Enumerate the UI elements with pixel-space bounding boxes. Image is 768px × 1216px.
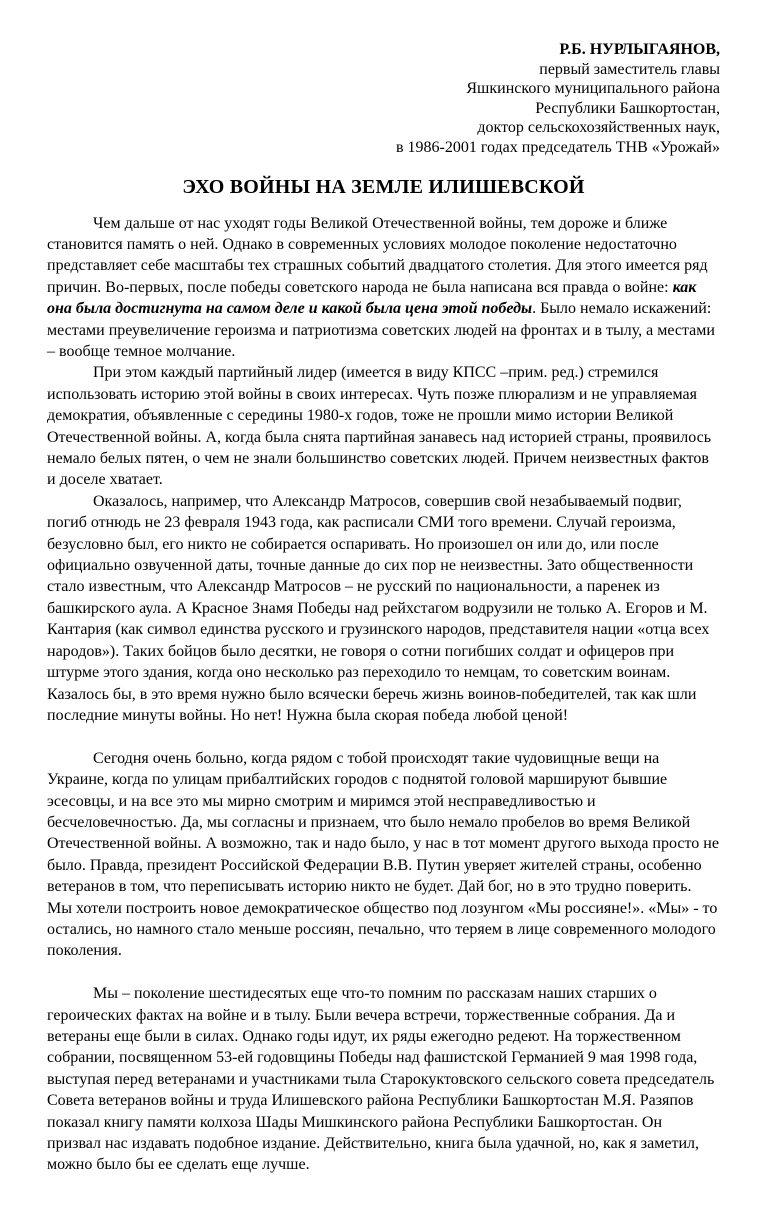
emphasized-text: как она была достигнута на самом деле и какой была цена этой победы <box>47 278 697 318</box>
document-header <box>47 40 720 158</box>
body-text: Мы – поколение шестидесятых еще что-то помним по рассказам наших старших о героических фактах на войне и в тылу. Были вечера встречи, торжественные собрания. Да и ветераны еще были в силах. Однако годы идут, их ряды ежегодно редеют. На торжественном собрании, посвященном 53-ей годовщины Победы над фашистской Германией 9 мая 1998 года, выступая перед ветеранами и участниками тыла Старокуктовского сельского совета председатель Совета ветеранов войны и труда Илишевского района Республики Башкортостан М.Я. Разяпов показал книгу памяти колхоза Шады Мишкинского района Республики Башкортостан. Он призвал нас издавать подобное издание. Действительно, книга была удачной, но, как я заметил, можно было бы ее сделать еще лучше. <box>47 985 715 1174</box>
body-text: Чем дальше от нас уходят годы Великой Отечественной войны, тем дороже и ближе становится память о ней. Однако в современных условиях молодое поколение недостаточно представляет себе масштабы тех страшных событий двадцатого столетия. Для этого имеется ряд причин. Во-первых, после победы советского народа не была написана вся правда о войне: <box>47 214 708 296</box>
paragraph <box>47 983 720 1176</box>
paragraph <box>47 213 720 363</box>
author-name: Р.Б. НУРЛЫГАЯНОВ, <box>559 41 720 58</box>
document-body <box>47 213 720 1176</box>
body-text: . Было немало искажений: местами преувеличение героизма и патриотизма советских людей на фронтах и в тылу, а местами – вообще темное молчание. <box>47 300 715 360</box>
author-credential-line: в 1986-2001 годах председатель ТНВ «Урожай» <box>395 138 720 156</box>
body-text: При этом каждый партийный лидер (имеется в виду КПСС –прим. ред.) стремился использовать историю этой войны в своих интересах. Чуть позже плюрализм и не управляемая демократия, объявленные с середины 1980-х годов, тоже не прошли мимо истории Великой Отечественной войны. А, когда была снята партийная занавесь над историей страны, проявилось немало белых пятен, о чем не знали большинство советских людей. Причем неизвестных фактов и доселе хватает. <box>47 364 712 489</box>
author-credential-line: Республики Башкортостан, <box>535 99 720 117</box>
author-credential-line: первый заместитель главы <box>539 60 720 78</box>
paragraph <box>47 362 720 490</box>
paragraph <box>47 491 720 726</box>
paragraph <box>47 748 720 962</box>
author-credential-line: доктор сельскохозяйственных наук, <box>477 119 720 137</box>
body-text: Сегодня очень больно, когда рядом с тобой происходят такие чудовищные вещи на Украине, когда по улицам прибалтийских городов с поднятой головой маршируют бывшие эсесовцы, и на все это мы мирно смотрим и миримся этой несправедливостью и бесчеловечностью. Да, мы согласны и признаем, что было немало пробелов во время Великой Отечественной войны. А возможно, так и надо было, у нас в тот момент другого выхода просто не было. Правда, президент Российской Федерации В.В. Путин уверяет жителей страны, особенно ветеранов в том, что переписывать историю никто не будет. Дай бог, но в это трудно поверить. Мы хотели построить новое демократическое общество под лозунгом «Мы россияне!». «Мы» - то остались, но намного стало меньше россиян, печально, что теряем в лице современного молодого поколения. <box>47 749 719 960</box>
body-text: Оказалось, например, что Александр Матросов, совершив свой незабываемый подвиг, погиб отнюдь не 23 февраля 1943 года, как расписали СМИ того времени. Случай героизма, безусловно был, его никто не собирается оспаривать. Но произошел он или до, или после официально озвученной даты, точные данные до сих пор не неизвестны. Зато общественности стало известным, что Александр Матросов – не русский по национальности, а паренек из башкирского аула. А Красное Знамя Победы над рейхстагом водрузили не только А. Егоров и М. Кантария (как символ единства русского и грузинского народов, представителя нации «отца всех народов»). Таких бойцов было десятки, не говоря о сотни погибших солдат и офицеров при штурме этого здания, когда оно несколько раз переходило то немцам, то советским воинам. Казалось бы, в это время нужно было всячески беречь жизнь воинов-победителей, так как шли последние минуты войны. Но нет! Нужна была скорая победа любой ценой! <box>47 492 710 724</box>
author-credential-line: Яшкинского муниципального района <box>466 80 720 98</box>
document-title: ЭХО ВОЙНЫ НА ЗЕМЛЕ ИЛИШЕВСКОЙ <box>182 175 585 198</box>
